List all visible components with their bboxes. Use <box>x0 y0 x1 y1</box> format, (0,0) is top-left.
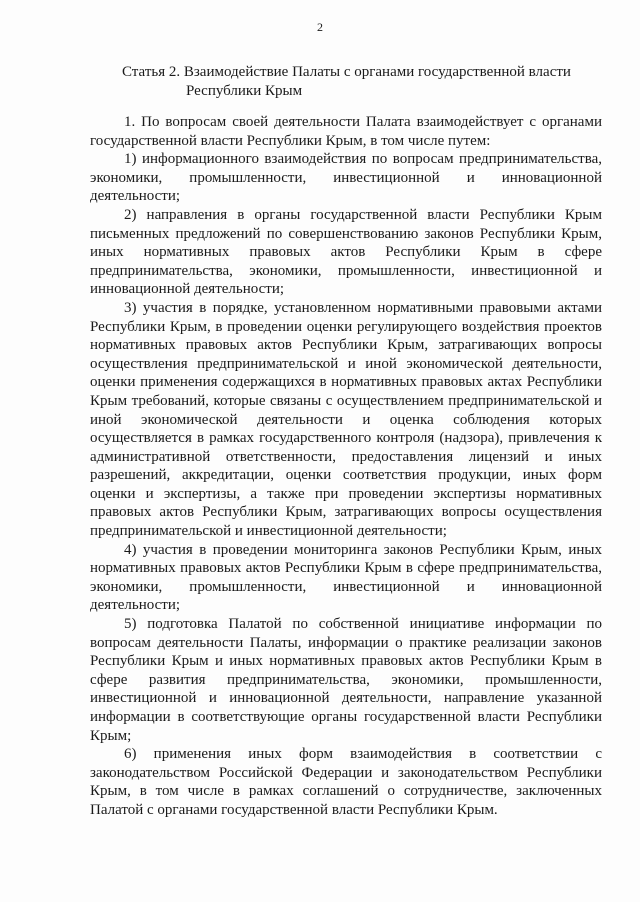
paragraph-item-2: 2) направления в органы государственной власти Республики Крым письменных предложений по совершенствованию законов Республики Крым, иных нормативных правовых актов Республики Крым в сфере предпринимательства, экономики, промышленности, инвестиционной и инновационной деятельности; <box>90 206 602 298</box>
paragraph-item-5: 5) подготовка Палатой по собственной инициативе информации по вопросам деятельности Палаты, информации о практике реализации законов Республики Крым и иных нормативных правовых актов Республики Крым в сфере развития предпринимательства, экономики, промышленности, инвестиционной и инновационной деятельности, направление указанной информации в соответствующие органы государственной власти Республики Крым; <box>90 616 602 744</box>
page-number: 2 <box>317 20 323 34</box>
paragraph-item-4: 4) участия в проведении мониторинга законов Республики Крым, иных нормативных правовых актов Республики Крым в сфере предпринимательства, экономики, промышленности, инвестиционной и инновационной деятельности; <box>90 541 602 614</box>
article-title-line-2: Республики Крым <box>186 83 303 99</box>
paragraph-item-1: 1) информационного взаимодействия по вопросам предпринимательства, экономики, промышленности, инвестиционной и инновационной деятельности; <box>90 151 602 205</box>
paragraph-item-3: 3) участия в порядке, установленном нормативными правовыми актами Республики Крым, в проведении оценки регулирующего воздействия проектов нормативных правовых актов Республики Крым, затрагивающих вопросы осуществления предпринимательской и иной экономической деятельности, оценки применения содержащихся в нормативных правовых актах Республики Крым требований, которые связаны с осуществлением предпринимательской и иной экономической деятельности и оценка соблюдения которых осуществляется в рамках государственного контроля (надзора), привлечения к административной ответственности, предоставления лицензий и иных разрешений, аккредитации, оценки соответствия продукции, иных форм оценки и экспертизы, а также при проведении экспертизы нормативных правовых актов Республики Крым, затрагивающих вопросы осуществления предпринимательской и инвестиционной деятельности; <box>90 299 602 540</box>
paragraph-clause-1: 1. По вопросам своей деятельности Палата взаимодействует с органами государственной власти Республики Крым, в том числе путем: <box>90 114 602 149</box>
article-title-line-1: Статья 2. Взаимодействие Палаты с органами государственной власти <box>122 64 571 80</box>
article-body <box>90 113 602 820</box>
article-title <box>122 63 592 101</box>
paragraph-item-6: 6) применения иных форм взаимодействия в соответствии с законодательством Российской Федерации и законодательством Республики Крым, в том числе в рамках соглашений о сотрудничестве, заключенных Палатой с органами государственной власти Республики Крым. <box>90 746 602 818</box>
